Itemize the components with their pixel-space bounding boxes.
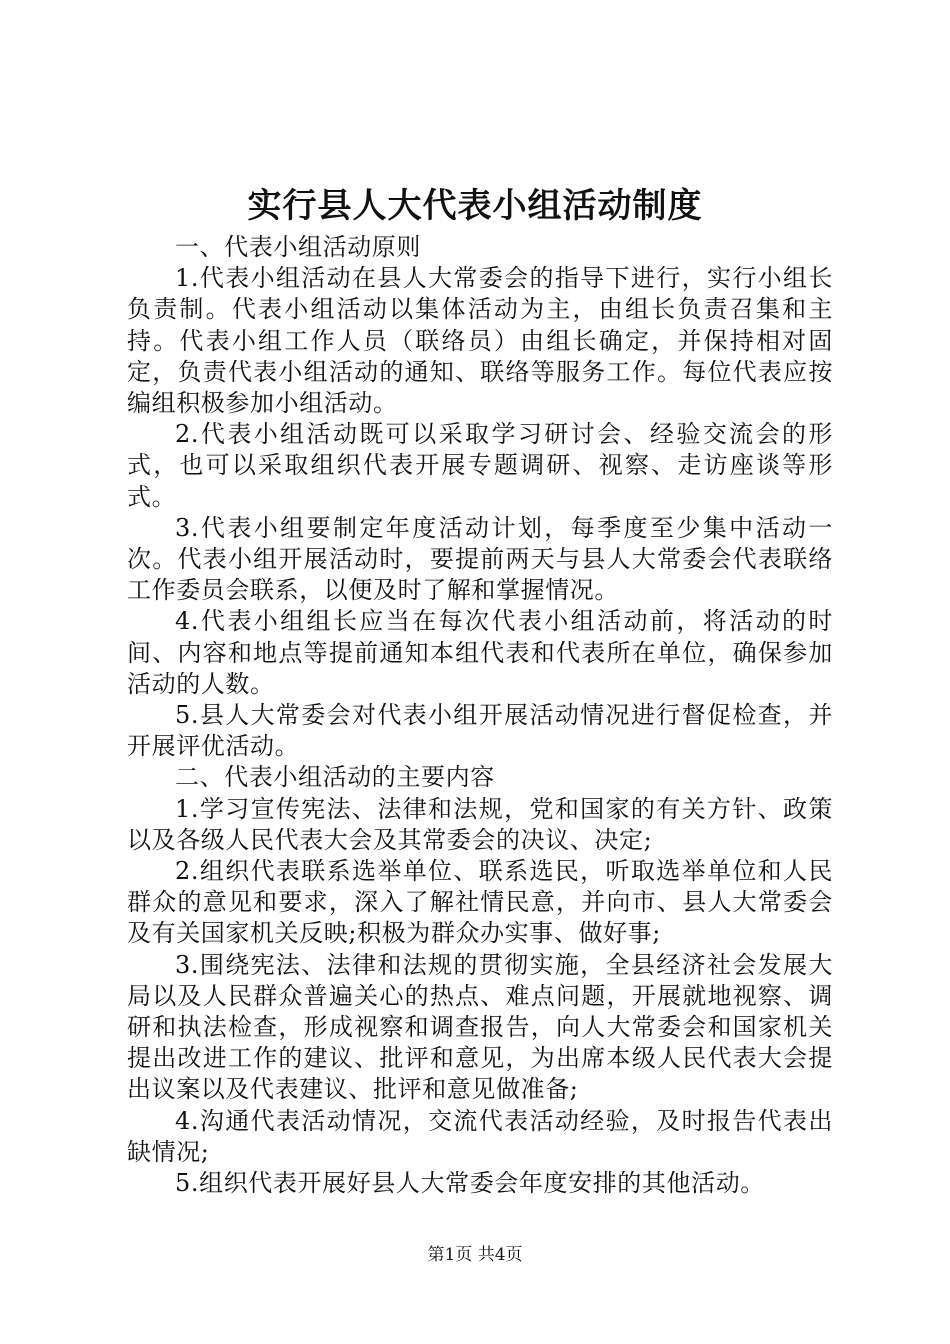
paragraph: 2.代表小组活动既可以采取学习研讨会、经验交流会的形式，也可以采取组织代表开展专题调研、视察、走访座谈等形式。 bbox=[127, 420, 833, 511]
paragraph: 3.围绕宪法、法律和法规的贯彻实施，全县经济社会发展大局以及人民群众普遍关心的热点、难点问题，开展就地视察、调研和执法检查，形成视察和调查报告，向人大常委会和国家机关提出改进工作的建议、批评和意见，为出席本级人民代表大会提出议案以及代表建议、批评和意见做准备; bbox=[127, 950, 833, 1104]
paragraph: 1.代表小组活动在县人大常委会的指导下进行，实行小组长负责制。代表小组活动以集体活动为主，由组长负责召集和主持。代表小组工作人员（联络员）由组长确定，并保持相对固定，负责代表小组活动的通知、联络等服务工作。每位代表应按编组积极参加小组活动。 bbox=[127, 264, 833, 418]
paragraph: 5.县人大常委会对代表小组开展活动情况进行督促检查，并开展评优活动。 bbox=[127, 701, 833, 761]
page-footer: 第1页 共4页 bbox=[427, 1245, 523, 1265]
paragraph: 4.代表小组组长应当在每次代表小组活动前，将活动的时间、内容和地点等提前通知本组代表和代表所在单位，确保参加活动的人数。 bbox=[127, 607, 833, 698]
paragraph: 5.组织代表开展好县人大常委会年度安排的其他活动。 bbox=[175, 1169, 765, 1198]
section-heading-principles: 一、代表小组活动原则 bbox=[175, 233, 421, 261]
paragraph: 2.组织代表联系选举单位、联系选民，听取选举单位和人民群众的意见和要求，深入了解社情民意，并向市、县人大常委会及有关国家机关反映;积极为群众办实事、做好事; bbox=[127, 857, 833, 948]
paragraph: 4.沟通代表活动情况，交流代表活动经验，及时报告代表出缺情况; bbox=[127, 1106, 833, 1166]
section-heading-content: 二、代表小组活动的主要内容 bbox=[175, 763, 495, 792]
paragraph: 3.代表小组要制定年度活动计划，每季度至少集中活动一次。代表小组开展活动时，要提前两天与县人大常委会代表联络工作委员会联系，以便及时了解和掌握情况。 bbox=[127, 513, 833, 605]
document-body bbox=[127, 232, 833, 1199]
page-title: 实行县人大代表小组活动制度 bbox=[247, 186, 703, 226]
paragraph: 1.学习宣传宪法、法律和法规，党和国家的有关方针、政策以及各级人民代表大会及其常委会的决议、决定; bbox=[127, 794, 833, 854]
